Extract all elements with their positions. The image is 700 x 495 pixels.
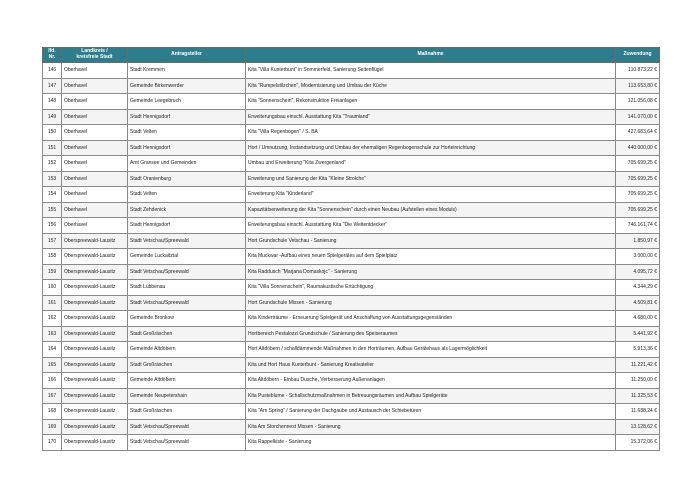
- cell-antragsteller: Stadt Hennigsdorf: [128, 140, 246, 156]
- cell-zuwendung: 113.653,80 €: [616, 78, 660, 94]
- cell-nr: 165: [43, 357, 62, 373]
- table-header-row: [43, 48, 660, 63]
- cell-zuwendung: 121.056,08 €: [616, 94, 660, 110]
- cell-zuwendung: 4.509,81 €: [616, 295, 660, 311]
- cell-landkreis: Oberspreewald-Lausitz: [62, 264, 128, 280]
- table-row: [43, 233, 660, 249]
- funding-table: [42, 47, 660, 451]
- cell-massnahme: Kita "Am Spring" / Sanierung der Dachgaube und Austausch der Schiebetüren: [246, 404, 616, 420]
- cell-landkreis: Oberhavel: [62, 156, 128, 172]
- cell-massnahme: Hortbereich Pestalozzi Grundschule / Sanierung des Speiseraumes: [246, 326, 616, 342]
- cell-zuwendung: 4.095,72 €: [616, 264, 660, 280]
- table-row: [43, 373, 660, 389]
- table-row: [43, 435, 660, 451]
- cell-massnahme: Umbau und Erweiterung "Kita Zwergenland": [246, 156, 616, 172]
- cell-massnahme: Kita Kinderträume - Erneuerung Spielgerät und Anschaffung von Ausstattungsgegenständen: [246, 311, 616, 327]
- table-row: [43, 249, 660, 265]
- cell-nr: 158: [43, 249, 62, 265]
- cell-massnahme: Hort Grundschule Vetschau - Sanierung: [246, 233, 616, 249]
- cell-nr: 149: [43, 109, 62, 125]
- cell-nr: 164: [43, 342, 62, 358]
- cell-antragsteller: Stadt Vetschau/Spreewald: [128, 435, 246, 451]
- cell-nr: 155: [43, 202, 62, 218]
- cell-antragsteller: Gemeinde Neupetershain: [128, 388, 246, 404]
- cell-antragsteller: Stadt Oranienburg: [128, 171, 246, 187]
- table-row: [43, 218, 660, 234]
- cell-nr: 161: [43, 295, 62, 311]
- cell-landkreis: Oberspreewald-Lausitz: [62, 357, 128, 373]
- table-row: [43, 125, 660, 141]
- cell-landkreis: Oberspreewald-Lausitz: [62, 404, 128, 420]
- table-row: [43, 388, 660, 404]
- cell-massnahme: Kita Rappelkiste - Sanierung: [246, 435, 616, 451]
- cell-zuwendung: 141.070,00 €: [616, 109, 660, 125]
- cell-nr: 168: [43, 404, 62, 420]
- cell-zuwendung: 705.699,25 €: [616, 202, 660, 218]
- cell-antragsteller: Stadt Großräschen: [128, 404, 246, 420]
- table-row: [43, 78, 660, 94]
- cell-zuwendung: 427.683,64 €: [616, 125, 660, 141]
- header-antragsteller: Antragsteller: [128, 48, 246, 63]
- table-row: [43, 295, 660, 311]
- cell-zuwendung: 13.128,62 €: [616, 419, 660, 435]
- cell-massnahme: Kita Pusteblume - Schallschutzmaßnahmen in Betreuungsräumen und Aufbau Spielgeräte: [246, 388, 616, 404]
- table-row: [43, 156, 660, 172]
- cell-massnahme: Erweiterungsbau einschl. Ausstattung Kita "Traumland": [246, 109, 616, 125]
- cell-antragsteller: Stadt Velten: [128, 125, 246, 141]
- cell-antragsteller: Stadt Vetschau/Spreewald: [128, 419, 246, 435]
- cell-antragsteller: Stadt Vetschau/Spreewald: [128, 295, 246, 311]
- cell-nr: 160: [43, 280, 62, 296]
- header-massnahme: Maßnahme: [246, 48, 616, 63]
- cell-landkreis: Oberspreewald-Lausitz: [62, 373, 128, 389]
- cell-massnahme: Erweiterungsbau einschl. Ausstattung Kita "Die Weltentdecker": [246, 218, 616, 234]
- cell-zuwendung: 4.344,29 €: [616, 280, 660, 296]
- table-row: [43, 357, 660, 373]
- cell-landkreis: Oberhavel: [62, 171, 128, 187]
- header-nr: lfd. Nr.: [43, 48, 62, 63]
- cell-antragsteller: Gemeinde Bronkow: [128, 311, 246, 327]
- table-body: [43, 63, 660, 451]
- cell-antragsteller: Stadt Hennigsdorf: [128, 109, 246, 125]
- cell-zuwendung: 5.441,92 €: [616, 326, 660, 342]
- cell-antragsteller: Stadt Hennigsdorf: [128, 218, 246, 234]
- cell-nr: 152: [43, 156, 62, 172]
- cell-zuwendung: 3.000,00 €: [616, 249, 660, 265]
- cell-massnahme: Erweiterung Kita "Kinderland": [246, 187, 616, 203]
- table-row: [43, 109, 660, 125]
- cell-nr: 150: [43, 125, 62, 141]
- cell-massnahme: Kita Am Storchennest Missen - Sanierung: [246, 419, 616, 435]
- cell-massnahme: Kita "Villa Kunterbunt" in Sommerfeld, Sanierung Seitenflügel: [246, 63, 616, 79]
- cell-nr: 154: [43, 187, 62, 203]
- cell-landkreis: Oberhavel: [62, 187, 128, 203]
- cell-massnahme: Hort / Umnutzung, Instandsetzung und Umbau der ehemaligen Regenbogenschule zur Horteinrichtung: [246, 140, 616, 156]
- table-row: [43, 94, 660, 110]
- cell-landkreis: Oberspreewald-Lausitz: [62, 280, 128, 296]
- table-row: [43, 280, 660, 296]
- cell-landkreis: Oberhavel: [62, 202, 128, 218]
- cell-landkreis: Oberspreewald-Lausitz: [62, 233, 128, 249]
- cell-massnahme: Kita Muckwar -Aufbau eines neuen Spielgerätes auf dem Spielplatz: [246, 249, 616, 265]
- cell-nr: 159: [43, 264, 62, 280]
- cell-nr: 148: [43, 94, 62, 110]
- header-zuwendung: Zuwendung: [616, 48, 660, 63]
- cell-antragsteller: Gemeinde Altdöbern: [128, 373, 246, 389]
- cell-massnahme: Kita Raddusch "Marjana Domaskojc" - Sanierung: [246, 264, 616, 280]
- cell-massnahme: Kita Altdöbern - Einbau Dusche, Verbesserung Außenanlagen: [246, 373, 616, 389]
- table-row: [43, 264, 660, 280]
- cell-nr: 162: [43, 311, 62, 327]
- cell-nr: 170: [43, 435, 62, 451]
- cell-zuwendung: 1.850,97 €: [616, 233, 660, 249]
- cell-landkreis: Oberhavel: [62, 125, 128, 141]
- cell-nr: 169: [43, 419, 62, 435]
- cell-zuwendung: 5.913,36 €: [616, 342, 660, 358]
- cell-zuwendung: 11.325,53 €: [616, 388, 660, 404]
- cell-antragsteller: Gemeinde Birkenwerder: [128, 78, 246, 94]
- cell-landkreis: Oberspreewald-Lausitz: [62, 388, 128, 404]
- cell-zuwendung: 15.372,06 €: [616, 435, 660, 451]
- cell-antragsteller: Stadt Vetschau/Spreewald: [128, 264, 246, 280]
- table-row: [43, 63, 660, 79]
- cell-landkreis: Oberhavel: [62, 140, 128, 156]
- cell-landkreis: Oberspreewald-Lausitz: [62, 419, 128, 435]
- cell-zuwendung: 4.680,00 €: [616, 311, 660, 327]
- cell-nr: 147: [43, 78, 62, 94]
- cell-massnahme: Hort Grundschule Missen - Sanierung: [246, 295, 616, 311]
- cell-massnahme: Kita "Villa Sonnenschein", Raumakustische Ertüchtigung: [246, 280, 616, 296]
- cell-massnahme: Kita "Rumpelstilzchen", Modernisierung und Umbau der Küche: [246, 78, 616, 94]
- cell-massnahme: Kita und Hort Haus Kunterbunt - Sanierung Kreativatelier: [246, 357, 616, 373]
- header-landkreis: [62, 48, 128, 63]
- cell-antragsteller: Stadt Velten: [128, 187, 246, 203]
- cell-antragsteller: Stadt Lübbenau: [128, 280, 246, 296]
- cell-landkreis: Oberhavel: [62, 78, 128, 94]
- cell-antragsteller: Stadt Vetschau/Spreewald: [128, 233, 246, 249]
- header-landkreis-line-1: Landkreis /: [81, 48, 108, 55]
- cell-nr: 146: [43, 63, 62, 79]
- cell-zuwendung: 11.250,00 €: [616, 373, 660, 389]
- cell-nr: 166: [43, 373, 62, 389]
- table-row: [43, 140, 660, 156]
- cell-zuwendung: 746.161,74 €: [616, 218, 660, 234]
- table-row: [43, 342, 660, 358]
- cell-nr: 163: [43, 326, 62, 342]
- cell-massnahme: Erweiterung und Sanierung der Kita "Kleine Strolche": [246, 171, 616, 187]
- cell-antragsteller: Gemeinde Luckaitztal: [128, 249, 246, 265]
- cell-zuwendung: 11.221,42 €: [616, 357, 660, 373]
- cell-landkreis: Oberhavel: [62, 94, 128, 110]
- table-row: [43, 404, 660, 420]
- cell-zuwendung: 110.873,22 €: [616, 63, 660, 79]
- cell-landkreis: Oberspreewald-Lausitz: [62, 342, 128, 358]
- table-row: [43, 311, 660, 327]
- cell-landkreis: Oberspreewald-Lausitz: [62, 435, 128, 451]
- cell-nr: 157: [43, 233, 62, 249]
- cell-zuwendung: 11.688,24 €: [616, 404, 660, 420]
- cell-nr: 167: [43, 388, 62, 404]
- table-row: [43, 419, 660, 435]
- table-row: [43, 171, 660, 187]
- cell-zuwendung: 440.000,00 €: [616, 140, 660, 156]
- cell-nr: 156: [43, 218, 62, 234]
- funding-table-sheet: [42, 47, 659, 451]
- cell-landkreis: Oberspreewald-Lausitz: [62, 326, 128, 342]
- cell-antragsteller: Stadt Zehdenick: [128, 202, 246, 218]
- cell-nr: 153: [43, 171, 62, 187]
- cell-nr: 151: [43, 140, 62, 156]
- cell-zuwendung: 705.699,25 €: [616, 171, 660, 187]
- cell-landkreis: Oberspreewald-Lausitz: [62, 295, 128, 311]
- cell-landkreis: Oberhavel: [62, 109, 128, 125]
- cell-massnahme: Kita "Sonnenschein", Rekonstruktion Freianlagen: [246, 94, 616, 110]
- cell-zuwendung: 705.699,25 €: [616, 187, 660, 203]
- cell-landkreis: Oberhavel: [62, 218, 128, 234]
- cell-landkreis: Oberhavel: [62, 63, 128, 79]
- cell-massnahme: Hort Altdöbern / schalldämmende Maßnahmen in den Horträumen, Aufbau Gerätehaus als Lagermöglichkeit: [246, 342, 616, 358]
- cell-antragsteller: Gemeinde Leegebruch: [128, 94, 246, 110]
- cell-antragsteller: Amt Gransee und Gemeinden: [128, 156, 246, 172]
- cell-massnahme: Kita "Villa Regenbogen" / S. BA: [246, 125, 616, 141]
- cell-massnahme: Kapazitätserweiterung der Kita "Sonnenschein" durch einen Neubau (Aufstellen eines Moduls): [246, 202, 616, 218]
- cell-antragsteller: Stadt Großräschen: [128, 326, 246, 342]
- cell-landkreis: Oberspreewald-Lausitz: [62, 311, 128, 327]
- header-landkreis-line-2: kreisfreie Stadt: [76, 54, 113, 60]
- table-row: [43, 187, 660, 203]
- cell-antragsteller: Gemeinde Altdöbern: [128, 342, 246, 358]
- cell-landkreis: Oberspreewald-Lausitz: [62, 249, 128, 265]
- cell-antragsteller: Stadt Kremmen: [128, 63, 246, 79]
- cell-antragsteller: Stadt Großräschen: [128, 357, 246, 373]
- table-row: [43, 326, 660, 342]
- cell-zuwendung: 705.699,25 €: [616, 156, 660, 172]
- table-row: [43, 202, 660, 218]
